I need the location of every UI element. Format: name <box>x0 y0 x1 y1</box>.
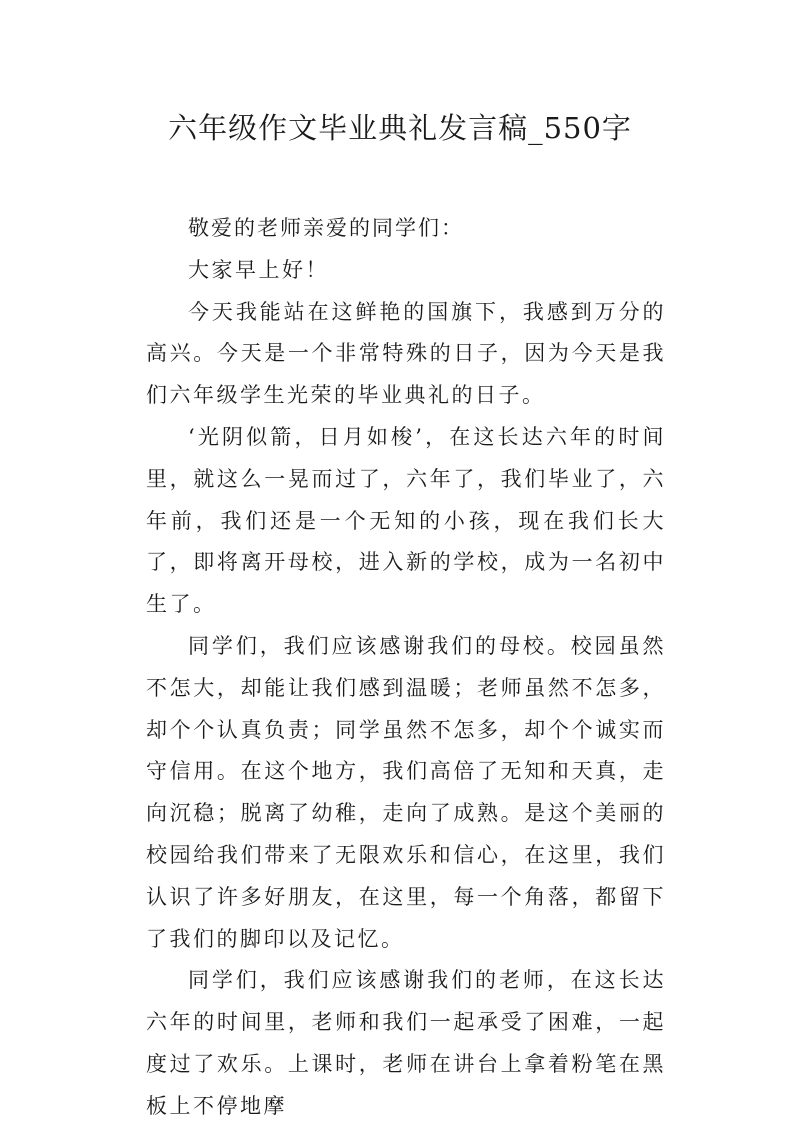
body-paragraph-1: 今天我能站在这鲜艳的国旗下，我感到万分的高兴。今天是一个非常特殊的日子，因为今天是我们六年级学生光荣的毕业典礼的日子。 <box>146 299 666 408</box>
greeting-paragraph: 大家早上好！ <box>188 257 329 282</box>
document-title: 六年级作文毕业典礼发言稿_550字 <box>168 111 632 145</box>
salutation-paragraph: 敬爱的老师亲爱的同学们： <box>188 216 464 240</box>
body-paragraph-2: ‘光阴似箭，日月如梭’，在这长达六年的时间里，就这么一晃而过了，六年了，我们毕业了，六年前，我们还是一个无知的小孩，现在我们长大了，即将离开母校，进入新的学校，成为一名初中生了。 <box>146 424 666 617</box>
body-paragraph-3: 同学们，我们应该感谢我们的母校。校园虽然不怎大，却能让我们感到温暖；老师虽然不怎多，却个个认真负责；同学虽然不怎多，却个个诚实而守信用。在这个地方，我们高倍了无知和天真，走向沉稳；脱离了幼稚，走向了成熟。是这个美丽的校园给我们带来了无限欢乐和信心，在这里，我们认识了许多好朋友，在这里，每一个角落，都留下了我们的脚印以及记忆。 <box>146 633 666 951</box>
body-paragraph-4: 同学们，我们应该感谢我们的老师，在这长达六年的时间里，老师和我们一起承受了困难，一起度过了欢乐。上课时，老师在讲台上拿着粉笔在黑板上不停地摩 <box>146 968 666 1118</box>
document-body <box>146 208 666 1128</box>
